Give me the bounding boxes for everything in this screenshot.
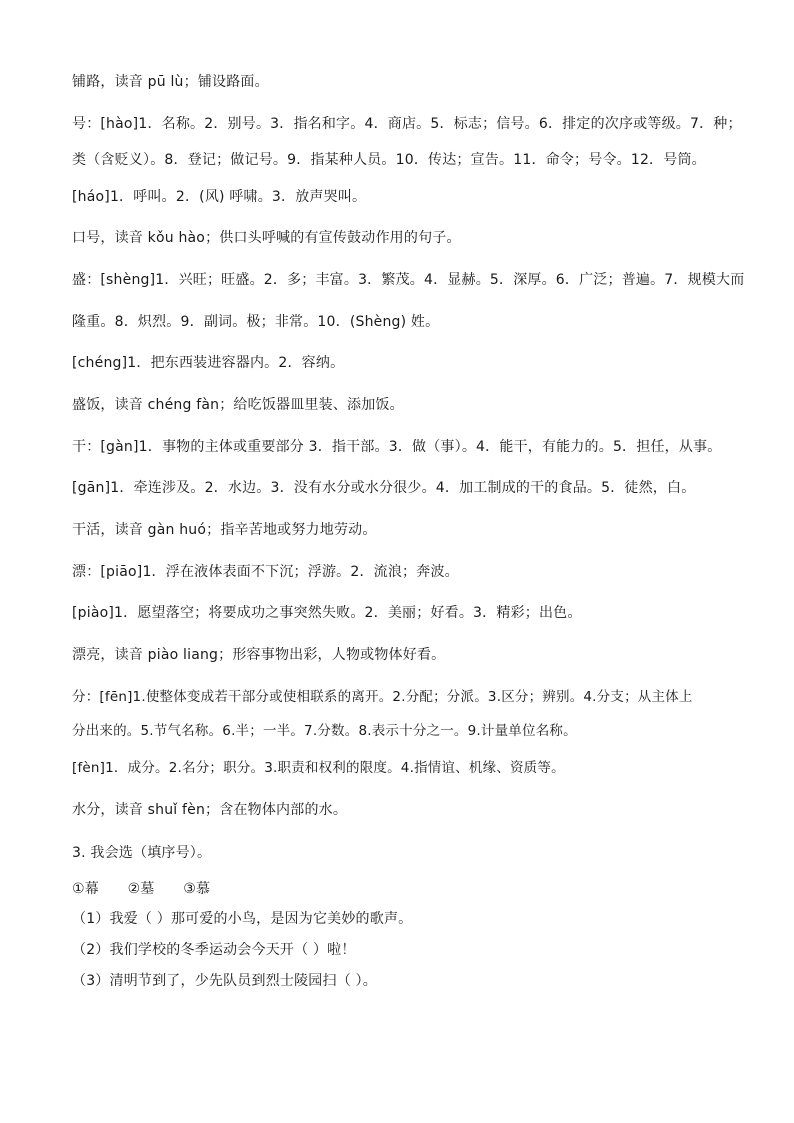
entry-sheng-definition-1: 盛：[shèng]1．兴旺；旺盛。2．多；丰富。3．繁茂。4．显赫。5．深厚。6．广泛；普遍。7．规模大而 — [72, 272, 745, 288]
choice-2: ②墓 — [127, 881, 155, 897]
entry-ganhuo: 干活，读音 gàn huó；指辛苦地或努力地劳动。 — [72, 522, 377, 538]
entry-cheng-reading: [chéng]1．把东西装进容器内。2．容纳。 — [72, 355, 345, 371]
entry-sheng-definition-2: 隆重。8．炽烈。9．副词。极；非常。10．(Shèng) 姓。 — [72, 314, 440, 330]
entry-hao-second-reading: [háo]1．呼叫。2．(风) 呼啸。3．放声哭叫。 — [72, 189, 367, 205]
entry-chengfan: 盛饭，读音 chéng fàn；给吃饭器皿里装、添加饭。 — [72, 397, 404, 413]
entry-fen-definition-2: 分出来的。5.节气名称。6.半；一半。7.分数。8.表示十分之一。9.计量单位名称。 — [72, 723, 577, 739]
entry-fen-fourth-tone: [fèn]1．成分。2.名分；职分。3.职责和权利的限度。4.指情谊、机缘、资质等。 — [72, 760, 565, 776]
question-3-heading: 3. 我会选（填序号）。 — [72, 845, 212, 861]
entry-gan-definition: 干：[gàn]1．事物的主体或重要部分 3．指干部。3．做（事）。4．能干，有能力的。5．担任，从事。 — [72, 439, 722, 455]
entry-fen-definition-1: 分：[fēn]1.使整体变成若干部分或使相联系的离开。2.分配；分派。3.区分；辨别。4.分支；从主体上 — [72, 689, 693, 705]
entry-hao-definition-1: 号：[hào]1．名称。2．别号。3．指名和字。4．商店。5．标志；信号。6．排定的次序或等级。7．种； — [72, 116, 742, 132]
entry-pulu: 铺路，读音 pū lù；铺设路面。 — [72, 74, 269, 90]
choice-1: ①幕 — [72, 881, 99, 897]
choice-3: ③慕 — [183, 881, 211, 897]
entry-piao-fourth-tone: [piào]1．愿望落空；将要成功之事突然失败。2．美丽；好看。3．精彩；出色。 — [72, 605, 582, 621]
entry-piao-definition: 漂：[piāo]1．浮在液体表面不下沉；浮游。2．流浪；奔波。 — [72, 564, 459, 580]
question-item-1: （1）我爱（ ）那可爱的小鸟，是因为它美妙的歌声。 — [72, 911, 413, 927]
entry-kouhao: 口号，读音 kǒu hào；供口头呼喊的有宣传鼓动作用的句子。 — [72, 230, 461, 246]
entry-piaoliang: 漂亮，读音 piào liang；形容事物出彩，人物或物体好看。 — [72, 647, 446, 663]
entry-shuifen: 水分，读音 shuǐ fèn；含在物体内部的水。 — [72, 802, 348, 818]
choice-options — [72, 879, 732, 899]
question-item-3: （3）清明节到了，少先队员到烈士陵园扫（ ）。 — [72, 973, 377, 989]
question-item-2: （2）我们学校的冬季运动会今天开（ ）啦！ — [72, 942, 356, 958]
entry-gan-first-tone: [gān]1．牵连涉及。2．水边。3．没有水分或水分很少。4．加工制成的干的食品。5．徒然，白。 — [72, 480, 696, 496]
entry-hao-definition-2: 类（含贬义）。8．登记；做记号。9．指某种人员。10．传达；宣告。11．命令；号令。12．号筒。 — [72, 152, 706, 168]
